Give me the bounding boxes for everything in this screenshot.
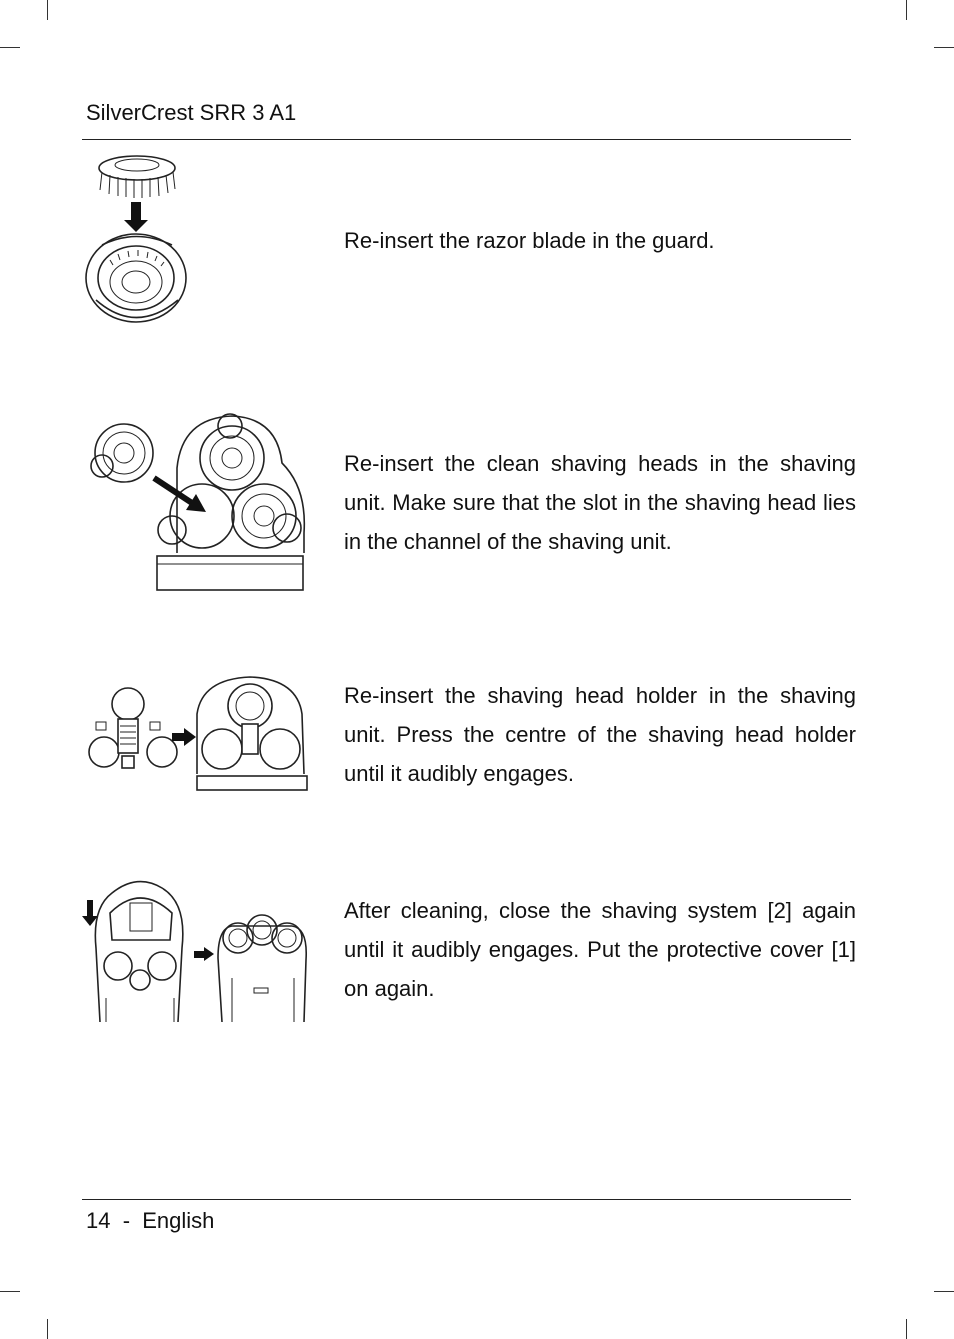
razor-blade-insert-illustration [82, 150, 192, 330]
page-header-title: SilverCrest SRR 3 A1 [86, 100, 297, 125]
close-shaving-system-illustration [82, 868, 310, 1024]
crop-mark [906, 0, 907, 20]
shaving-heads-insert-illustration [82, 408, 307, 596]
crop-mark [934, 1291, 954, 1292]
step-1-text: Re-insert the razor blade in the guard. [344, 228, 715, 253]
crop-mark [934, 47, 954, 48]
crop-mark [906, 1319, 907, 1339]
step-3-text: Re-insert the shaving head holder in the shaving unit. Press the centre of the shaving head holder until it audibly engages. [344, 683, 856, 786]
page-number-label: 14 - English [86, 1208, 215, 1233]
step-2-text: Re-insert the clean shaving heads in the shaving unit. Make sure that the slot in the shaving head lies in the channel of the shaving unit. [344, 451, 856, 554]
head-holder-insert-illustration [82, 674, 309, 792]
crop-mark [0, 47, 20, 48]
header-rule [82, 139, 851, 140]
crop-mark [47, 0, 48, 20]
footer-rule [82, 1199, 851, 1200]
step-4-text: After cleaning, close the shaving system [2] again until it audibly engages. Put the protective cover [1] on again. [344, 898, 856, 1001]
crop-mark [47, 1319, 48, 1339]
crop-mark [0, 1291, 20, 1292]
